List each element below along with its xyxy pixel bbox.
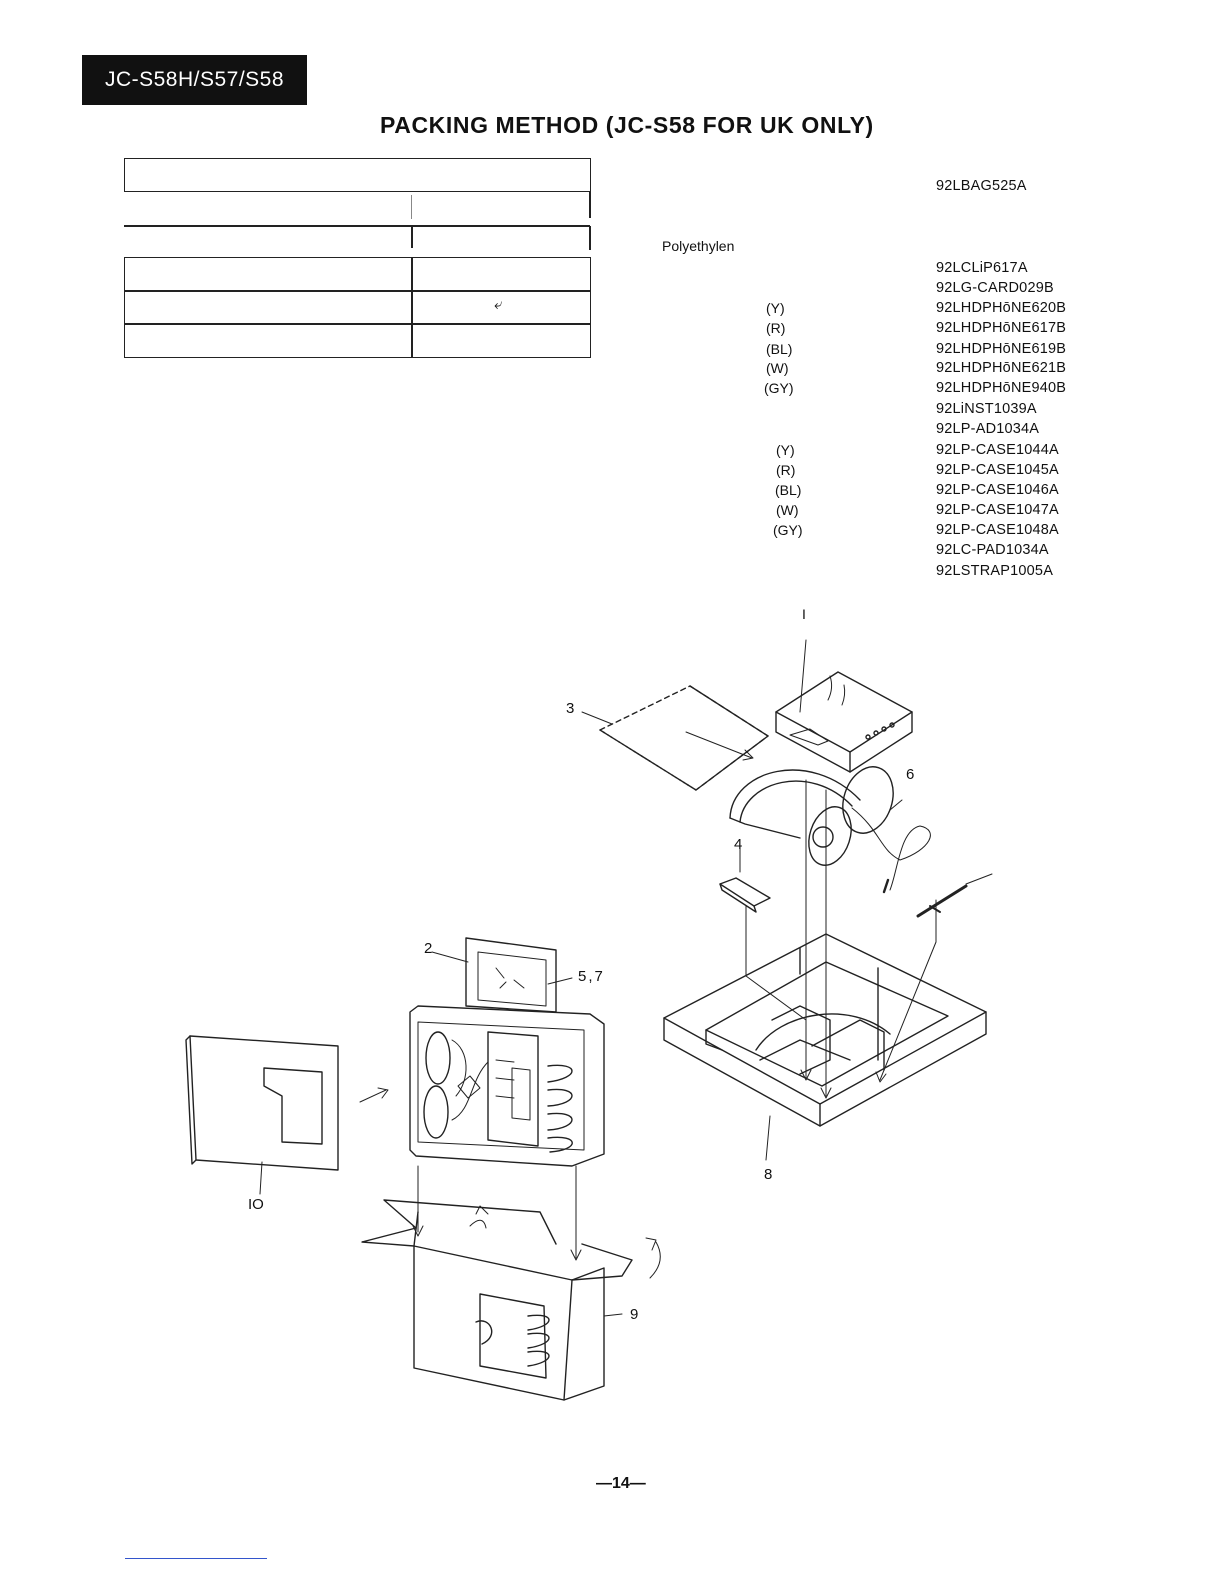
part-code: 92LP-AD1034A — [936, 421, 1040, 437]
callout-4: 4 — [734, 836, 743, 853]
callout-2: 2 — [424, 940, 433, 957]
page-title: PACKING METHOD (JC-S58 FOR UK ONLY) — [380, 112, 874, 138]
belt-clip — [720, 878, 770, 912]
footer-rule — [125, 1558, 267, 1559]
headphones — [730, 760, 930, 892]
part-code: 92LP-CASE1048A — [936, 522, 1059, 538]
callout-10: IO — [248, 1196, 264, 1213]
part-variant: (GY) — [764, 380, 794, 396]
polyethylene-bag — [600, 686, 768, 790]
part-code: 92LiNST1039A — [936, 401, 1037, 417]
foam-pad-tray — [664, 934, 986, 1126]
return-mark: ⤶ — [494, 296, 503, 313]
callout-9: 9 — [630, 1306, 639, 1323]
part-code: 92LHDPHōNE619B — [936, 341, 1067, 357]
polyethylene-label: Polyethylen — [662, 238, 735, 254]
part-code: 92LHDPHōNE621B — [936, 360, 1067, 376]
part-code: 92LG-CARD029B — [936, 280, 1054, 296]
gift-carton — [362, 1200, 660, 1400]
bag-code: 92LBAG525A — [936, 178, 1027, 194]
model-badge: JC-S58H/S57/S58 — [82, 55, 307, 105]
part-variant: (Y) — [766, 300, 785, 316]
callout-1: I — [802, 606, 806, 622]
part-code: 92LP-CASE1045A — [936, 462, 1059, 478]
hand-strap — [918, 874, 992, 916]
part-code: 92LP-CASE1046A — [936, 482, 1059, 498]
part-code: 92LHDPHōNE617B — [936, 320, 1067, 336]
part-variant: (GY) — [773, 522, 803, 538]
part-variant: (Y) — [776, 442, 795, 458]
display-case — [410, 1006, 604, 1166]
callout-5-7: 5,7 — [578, 968, 605, 985]
part-variant: (R) — [776, 462, 796, 478]
part-variant: (BL) — [766, 341, 793, 357]
part-code: 92LHDPHōNE940B — [936, 380, 1067, 396]
callout-6: 6 — [906, 766, 915, 783]
part-variant: (W) — [766, 360, 789, 376]
part-variant: (BL) — [775, 482, 802, 498]
guarantee-card — [466, 938, 556, 1012]
part-variant: (R) — [766, 320, 786, 336]
part-code: 92LP-CASE1044A — [936, 442, 1059, 458]
page-number: —14— — [596, 1475, 646, 1492]
part-code: 92LP-CASE1047A — [936, 502, 1059, 518]
callout-3: 3 — [566, 700, 575, 717]
part-variant: (W) — [776, 502, 799, 518]
outer-sleeve — [186, 1036, 338, 1170]
part-code: 92LHDPHōNE620B — [936, 300, 1067, 316]
part-code: 92LCLiP617A — [936, 260, 1028, 276]
callout-8: 8 — [764, 1166, 773, 1183]
part-code: 92LSTRAP1005A — [936, 563, 1054, 579]
part-code: 92LC-PAD1034A — [936, 542, 1049, 558]
cassette-player-unit — [776, 672, 912, 772]
